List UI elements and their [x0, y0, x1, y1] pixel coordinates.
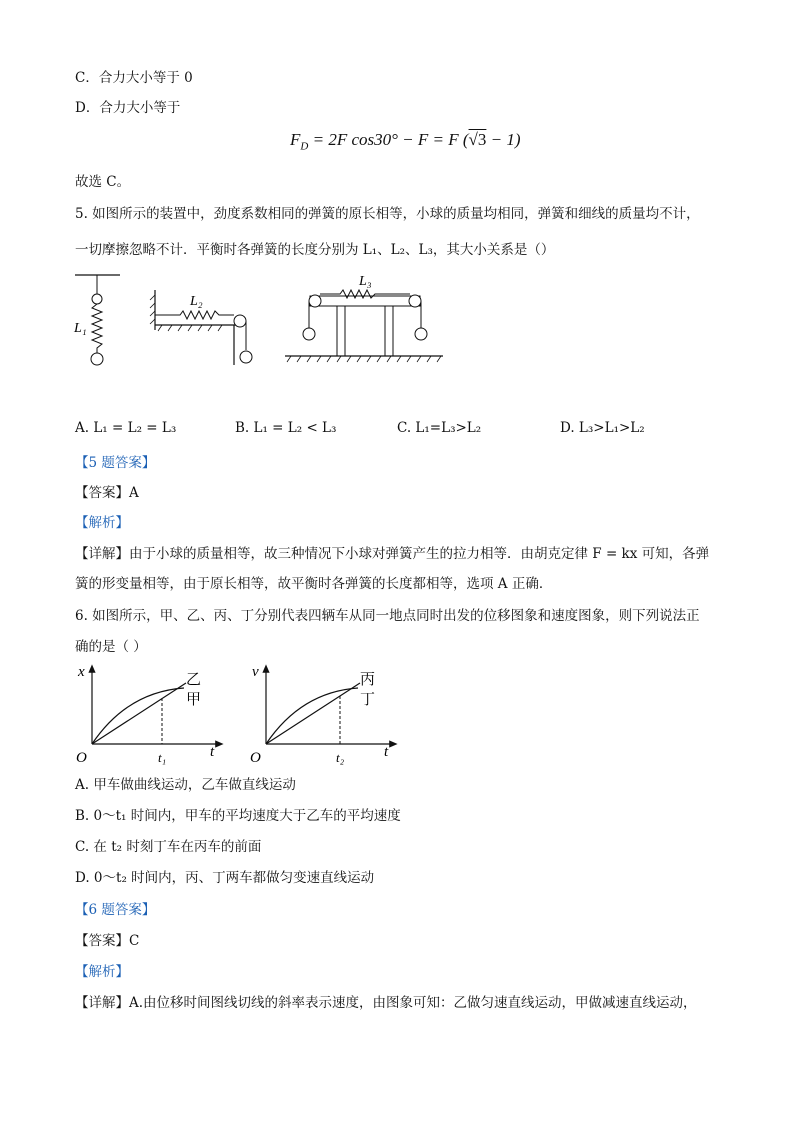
q6-g1-curve-top: 乙	[186, 672, 202, 688]
q5-detail: 【详解】由于小球的质量相等，故三种情况下小球对弹簧产生的拉力相等．由胡克定律 F = kx 可知，各弹	[75, 546, 710, 562]
q5-label-l2: L₂	[190, 294, 203, 309]
q5-detail-cont: 簧的形变量相等，由于原长相等，故平衡时各弹簧的长度都相等，选项 A 正确．	[75, 576, 553, 592]
q5-option-c: C. L₁=L₃>L₂	[397, 420, 482, 436]
q6-g1-curve-bottom: 甲	[186, 692, 202, 708]
q6-g2-x-label: t	[384, 744, 389, 760]
q5-answer-header: 【5 题答案】	[75, 455, 156, 471]
q6-graph-vt	[246, 660, 406, 770]
q5-option-b: B. L₁ = L₂ < L₃	[235, 420, 337, 436]
q5-label-l3: L₃	[359, 274, 372, 289]
formula-mid: = 2F cos30° − F = F (	[308, 130, 469, 149]
q6-stem-line1: 6. 如图所示，甲、乙、丙、丁分别代表四辆车从同一地点同时出发的位移图象和速度图象，则下列说法正	[75, 608, 700, 624]
q5-figure-table-spring	[285, 270, 445, 370]
q6-answer-header: 【6 题答案】	[75, 902, 156, 918]
q6-g2-y-label: v	[252, 664, 259, 680]
q6-option-b: B. 0～t₁ 时间内，甲车的平均速度大于乙车的平均速度	[75, 808, 401, 824]
formula-fd	[290, 130, 521, 152]
q6-g1-origin: O	[76, 750, 87, 766]
q6-detail: 【详解】A.由位移时间图线切线的斜率表示速度，由图象可知：乙做匀速直线运动，甲做减速直线运动，	[75, 995, 697, 1011]
q6-option-d: D. 0～t₂ 时间内，丙、丁两车都做匀变速直线运动	[75, 870, 375, 886]
q6-analysis-header: 【解析】	[75, 964, 129, 980]
q5-option-a: A. L₁ = L₂ = L₃	[75, 420, 177, 436]
option-d-text: D．合力大小等于	[75, 100, 181, 116]
q5-analysis-header: 【解析】	[75, 515, 129, 531]
formula-sqrt: √3	[468, 130, 487, 149]
q6-answer: 【答案】C	[75, 933, 140, 949]
q5-stem-line1: 5. 如图所示的装置中，劲度系数相同的弹簧的原长相等，小球的质量均相同，弹簧和细线的质量均不计，	[75, 206, 700, 222]
q6-g1-tick: t₁	[158, 750, 167, 765]
q5-answer: 【答案】A	[75, 485, 139, 501]
formula-end: − 1)	[486, 130, 521, 149]
q6-g1-y-label: x	[78, 664, 85, 680]
q5-label-l1: L₁	[74, 321, 87, 336]
q6-option-c: C. 在 t₂ 时刻丁车在丙车的前面	[75, 839, 262, 855]
formula-sub: D	[300, 140, 309, 153]
q6-graph-xt	[72, 660, 232, 770]
q6-g2-tick: t₂	[336, 750, 345, 765]
formula-f: F	[290, 130, 301, 149]
q6-g2-curve-bottom: 丁	[360, 692, 376, 708]
q6-g1-x-label: t	[210, 744, 215, 760]
q5-stem-line2: 一切摩擦忽略不计．平衡时各弹簧的长度分别为 L₁、L₂、L₃，其大小关系是（）	[75, 242, 555, 258]
q6-option-a: A. 甲车做曲线运动，乙车做直线运动	[75, 777, 296, 793]
q5-figure-vertical-spring	[70, 270, 130, 370]
q6-stem-line2: 确的是（ ）	[75, 639, 147, 655]
q5-figure-horizontal-spring	[150, 285, 260, 370]
q6-g2-curve-top: 丙	[360, 672, 376, 688]
q6-g2-origin: O	[250, 750, 261, 766]
conclusion-text: 故选 C。	[75, 174, 131, 190]
q5-option-d: D. L₃>L₁>L₂	[560, 420, 645, 436]
option-c-text: C．合力大小等于 0	[75, 70, 193, 86]
